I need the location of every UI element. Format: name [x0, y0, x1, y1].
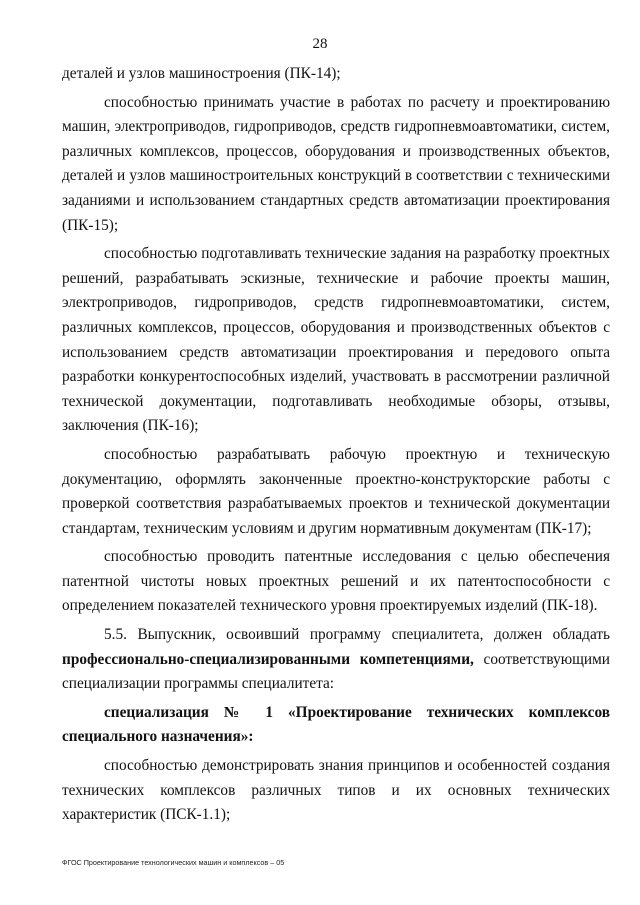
paragraph-5-5	[62, 623, 610, 697]
page-footer: ФГОС Проектирование технологических машин и комплексов – 05	[62, 858, 285, 867]
document-body	[62, 62, 610, 828]
paragraph-pk14-end: деталей и узлов машиностроения (ПК-14);	[62, 65, 341, 82]
paragraph-psk-1-1: способностью демонстрировать знания принципов и особенностей создания технических комплексов различных типов и их основных технических характеристик (ПСК-1.1);	[62, 757, 610, 824]
paragraph-pk17: способностью разрабатывать рабочую проектную и техническую документацию, оформлять законченные проектно-конструкторские работы с проверкой соответствия разрабатываемых проектов и технической документации стандартам, техническим условиям и другим нормативным документам (ПК-17);	[62, 445, 610, 537]
paragraph-pk16: способностью подготавливать технические задания на разработку проектных решений, разрабатывать эскизные, технические и рабочие проекты машин, электроприводов, гидроприводов, средств гидропневмоавтоматики, систем, различных комплексов, процессов, оборудования и производственных объектов с использованием средств автоматизации проектирования и передового опыта разработки конкурентоспособных изделий, участвовать в рассмотрении различной технической документации, подготавливать необходимые обзоры, отзывы, заключения (ПК-16);	[62, 245, 610, 435]
specialization-heading: специализация № 1 «Проектирование технических комплексов специального назначения»:	[62, 703, 610, 746]
page-number: 28	[312, 36, 328, 52]
paragraph-5-5-end: соответствующими специализации программы специалитета:	[62, 650, 610, 693]
paragraph-5-5-start: 5.5. Выпускник, освоивший программу специалитета, должен обладать	[104, 626, 610, 644]
paragraph-pk15: способностью принимать участие в работах по расчету и проектированию машин, электроприводов, гидроприводов, средств гидропневмоавтоматики, систем, различных комплексов, процессов, оборудования и производственных объектов, деталей и узлов машиностроительных конструкций в соответствии с техническими заданиями и использованием стандартных средств автоматизации проектирования (ПК-15);	[62, 93, 610, 234]
competencies-term: профессионально-специализированными компетенциями,	[62, 650, 474, 668]
paragraph-pk18: способностью проводить патентные исследования с целью обеспечения патентной чистоты новых проектных решений и их патентоспособности с определением показателей технического уровня проектируемых изделий (ПК-18).	[62, 548, 610, 615]
